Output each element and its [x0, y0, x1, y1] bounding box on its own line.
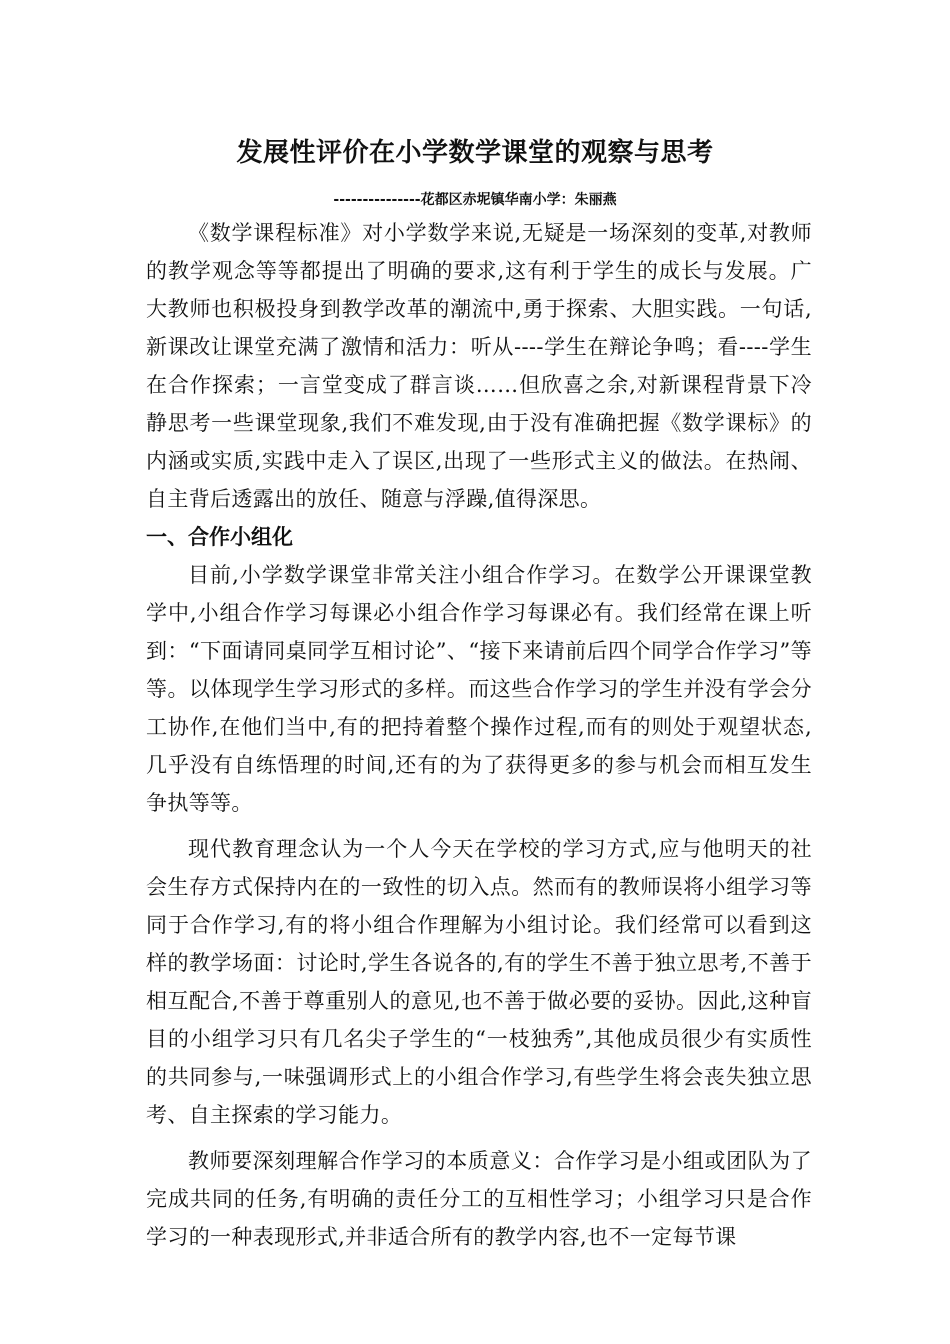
- body-paragraph: 教师要深刻理解合作学习的本质意义：合作学习是小组或团队为了完成共同的任务,有明确的责任分工的互相性学习；小组学习只是合作学习的一种表现形式,并非适合所有的教学内容,也不一定每节课: [146, 1149, 812, 1249]
- intro-paragraph: 《数学课程标准》对小学数学来说,无疑是一场深刻的变革,对教师的教学观念等等都提出了明确的要求,这有利于学生的成长与发展。广大教师也积极投身到教学改革的潮流中,勇于探索、大胆实践。一句话,新课改让课堂充满了激情和活力：听从----学生在辩论争鸣；看----学生在合作探索；一言堂变成了群言谈……但欣喜之余,对新课程背景下冷静思考一些课堂现象,我们不难发现,由于没有准确把握《数学课标》的内涵或实质,实践中走入了误区,出现了一些形式主义的做法。在热闹、自主背后透露出的放任、随意与浮躁,值得深思。: [146, 221, 812, 511]
- section-heading: 一、合作小组化: [146, 525, 293, 549]
- document-body: [146, 214, 812, 1256]
- author-byline: ---------------花都区赤坭镇华南小学：朱丽燕: [333, 192, 617, 208]
- body-paragraph: 现代教育理念认为一个人今天在学校的学习方式,应与他明天的社会生存方式保持内在的一致性的切入点。然而有的教师误将小组学习等同于合作学习,有的将小组合作理解为小组讨论。我们经常可以看到这样的教学场面：讨论时,学生各说各的,有的学生不善于独立思考,不善于相互配合,不善于尊重别人的意见,也不善于做必要的妥协。因此,这种盲目的小组学习只有几名尖子学生的“一枝独秀”,其他成员很少有实质性的共同参与,一味强调形式上的小组合作学习,有些学生将会丧失独立思考、自主探索的学习能力。: [146, 837, 812, 1127]
- body-paragraph: 目前,小学数学课堂非常关注小组合作学习。在数学公开课课堂教学中,小组合作学习每课必小组合作学习每课必有。我们经常在课上听到：“下面请同桌同学互相讨论”、“接下来请前后四个同学合作学习”等等。以体现学生学习形式的多样。而这些合作学习的学生并没有学会分工协作,在他们当中,有的把持着整个操作过程,而有的则处于观望状态,几乎没有自练悟理的时间,还有的为了获得更多的参与机会而相互发生争执等等。: [146, 563, 812, 815]
- page-title: 发展性评价在小学数学课堂的观察与思考: [236, 138, 714, 168]
